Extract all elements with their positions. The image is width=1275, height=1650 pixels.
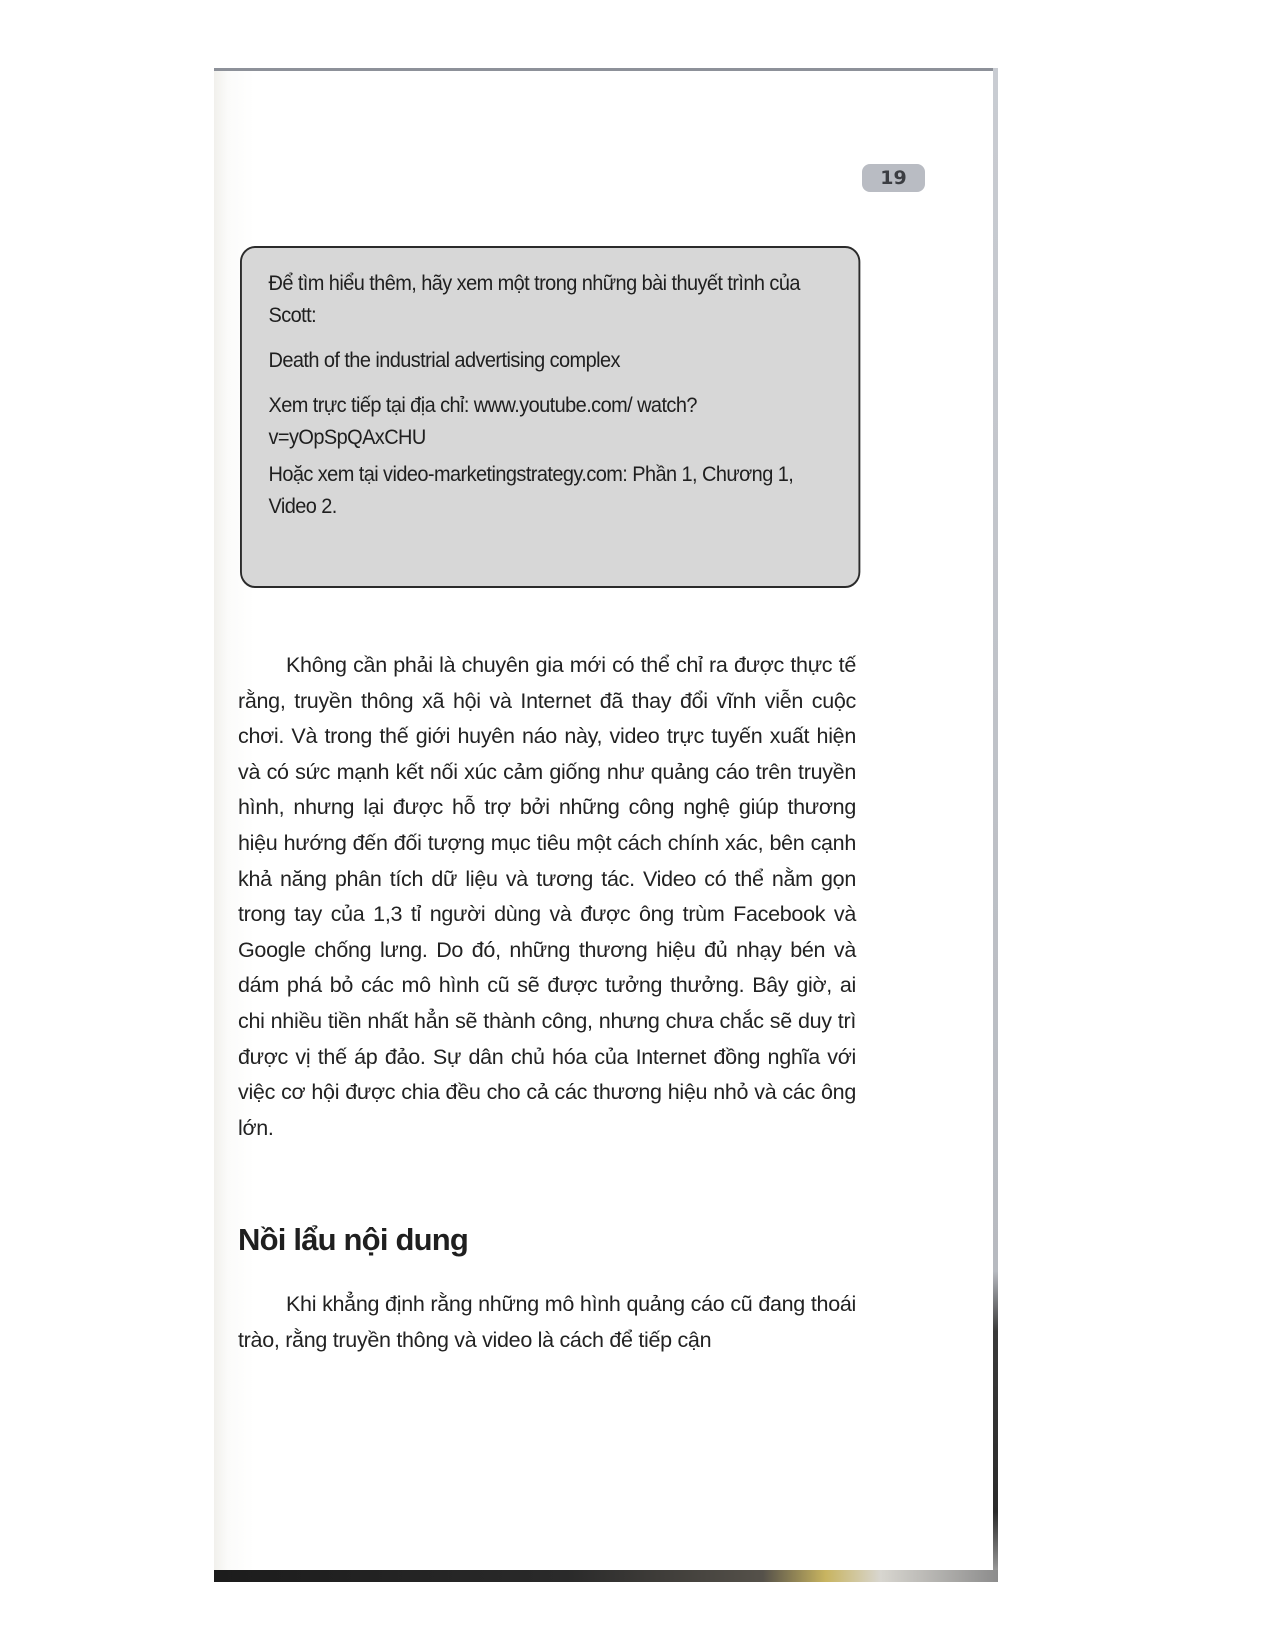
body-paragraph-2 <box>238 1287 856 1358</box>
page-edge <box>993 68 998 1572</box>
paragraph-text: Không cần phải là chuyên gia mới có thể chỉ ra được thực tế rằng, truyền thông xã hội và Internet đã thay đổi vĩnh viễn cuộc chơi. Và trong thế giới huyên náo này, video trực tuyến xuất hiện và có sức mạnh kết nối xúc cảm giống như quảng cáo trên truyền hình, nhưng lại được hỗ trợ bởi những công nghệ giúp thương hiệu hướng đến đối tượng mục tiêu một cách chính xác, bên cạnh khả năng phân tích dữ liệu và tương tác. Video có thể nằm gọn trong tay của 1,3 tỉ người dùng và được ông trùm Facebook và Google chống lưng. Do đó, những thương hiệu đủ nhạy bén và dám phá bỏ các mô hình cũ sẽ được tưởng thưởng. Bây giờ, ai chi nhiều tiền nhất hẳn sẽ thành công, nhưng chưa chắc sẽ duy trì được vị thế áp đảo. Sự dân chủ hóa của Internet đồng nghĩa với việc cơ hội được chia đều cho cả các thương hiệu nhỏ và các ông lớn. <box>238 653 856 1140</box>
info-talk-title: Death of the industrial advertising complex <box>268 349 620 372</box>
body-paragraph-1 <box>238 648 856 1146</box>
page-number-badge: 19 <box>862 164 925 192</box>
info-callout-box <box>240 246 860 588</box>
page-bottom-shadow <box>214 1570 998 1582</box>
info-watch-alt: Hoặc xem tại video-marketingstrategy.com: Phần 1, Chương 1, Video 2. <box>268 463 794 518</box>
paragraph-text: Khi khẳng định rằng những mô hình quảng cáo cũ đang thoái trào, rằng truyền thông và video là cách để tiếp cận <box>238 1292 856 1352</box>
info-watch-direct: Xem trực tiếp tại địa chỉ: www.youtube.com/ watch?v=yOpSpQAxCHU <box>268 394 697 449</box>
info-intro: Để tìm hiểu thêm, hãy xem một trong những bài thuyết trình của Scott: <box>268 272 800 327</box>
section-heading: Nồi lẩu nội dung <box>238 1222 468 1257</box>
